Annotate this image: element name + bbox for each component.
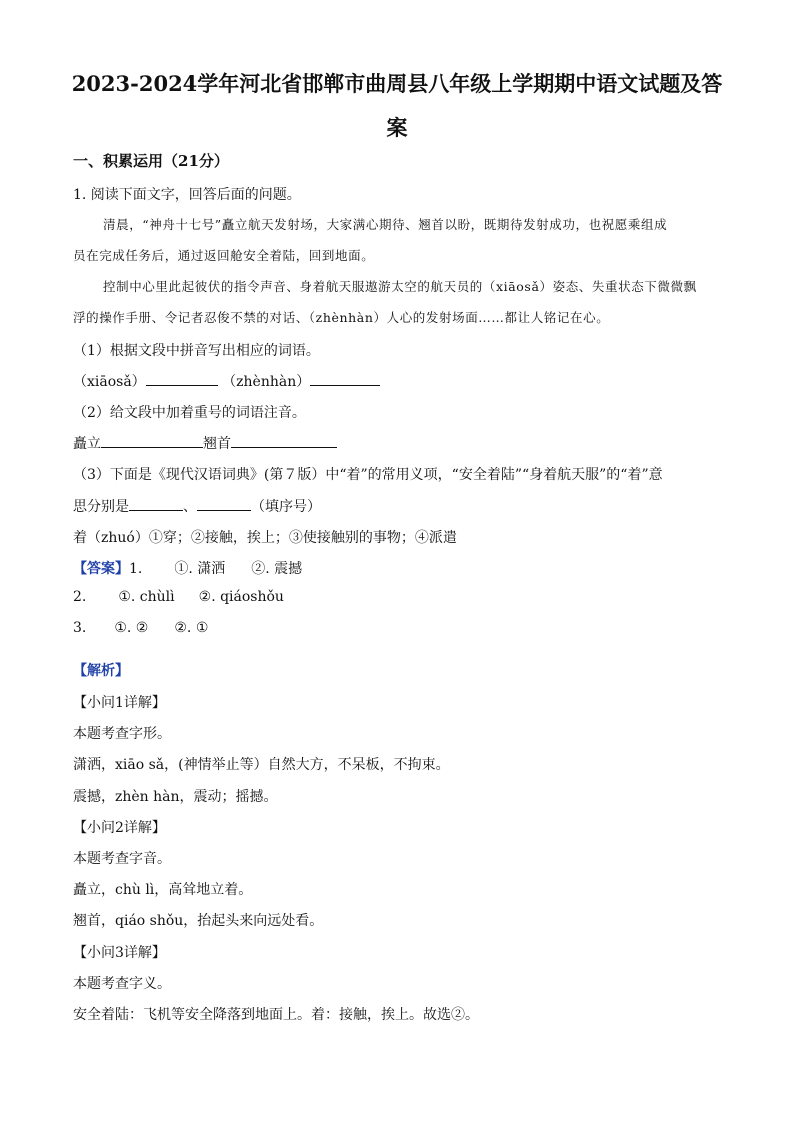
document-title-line1: 2023-2024学年河北省邯郸市曲周县八年级上学期期中语文试题及答 [71,71,723,96]
answer-blank-a[interactable] [146,373,218,386]
answer-item: ①. ② [114,620,149,636]
section-heading: 一、积累运用（21分） [73,152,229,170]
passage-paragraph1-line2: 员在完成任务后，通过返回舱安全着陆，回到地面。 [73,248,375,263]
subquestion-1-blanks [73,371,380,391]
answer-row-3 [73,620,208,636]
answer-tag: 【答案】 [73,561,129,577]
pinyin-a: （xiāosǎ） [73,374,146,390]
answer-blank-b[interactable] [310,373,380,386]
separator: 、 [183,499,197,515]
passage-paragraph2-line2: 浮的操作手册、令记者忍俊不禁的对话、（zhènhàn）人心的发射场面……都让人铭记在心。 [73,310,610,325]
detail-text: 潇洒，xiāo sǎ，(神情举止等）自然大方，不呆板，不拘束。 [73,757,450,773]
detail-text: 安全着陆：飞机等安全降落到地面上。着：接触，挨上。故选②。 [73,1007,479,1023]
detail-heading-1: 【小问1详解】 [73,695,166,711]
document-title-line2: 案 [386,115,408,140]
answer-number: 3. [73,620,87,636]
subquestion-3-line2 [73,496,321,516]
subquestion-2-blanks [73,433,337,453]
word-b: 翘首 [203,436,231,452]
detail-text: 翘首，qiáo shǒu，抬起头来向远处看。 [73,913,324,929]
answer-item: ②. qiáoshǒu [198,589,284,605]
answer-row-2 [73,589,284,605]
answer-blank-d[interactable] [231,435,337,448]
detail-text: 本题考查字义。 [73,976,171,992]
subquestion-2: （2）给文段中加着重号的词语注音。 [73,405,306,421]
subquestion-3-suffix: （填序号） [251,499,321,515]
detail-heading-3: 【小问3详解】 [73,945,166,961]
word-a: 矗立 [73,436,101,452]
detail-text: 本题考查字音。 [73,851,171,867]
passage-paragraph2-line1: 控制中心里此起彼伏的指令声音、身着航天服遨游太空的航天员的（xiāosǎ）姿态、失重状态下微微飘 [103,279,697,294]
answer-blank-c[interactable] [101,435,203,448]
subquestion-3-prefix: 思分别是 [73,499,129,515]
answer-blank-f[interactable] [197,498,251,511]
answer-blank-e[interactable] [129,498,183,511]
detail-text: 震撼，zhèn hàn，震动；摇撼。 [73,789,278,805]
detail-text: 矗立，chù lì，高耸地立着。 [73,882,253,898]
question-intro: 1. 阅读下面文字，回答后面的问题。 [73,187,301,203]
subquestion-3-line1: （3）下面是《现代汉语词典》(第７版）中“着”的常用义项，“安全着陆”“身着航天服”的“着”意 [73,467,663,483]
subquestion-1: （1）根据文段中拼音写出相应的词语。 [73,343,320,359]
answer-item: ②. 震撼 [251,561,303,577]
dictionary-definition: 着（zhuó）①穿；②接触，挨上；③使接触别的事物；④派遣 [73,530,457,546]
pinyin-b: （zhènhàn） [222,374,311,390]
answer-item: ①. chùlì [118,589,175,605]
answer-item: ②. ① [174,620,209,636]
analysis-tag: 【解析】 [73,663,129,679]
detail-heading-2: 【小问2详解】 [73,820,166,836]
answer-row-1 [73,558,302,578]
answer-number: 2. [73,589,87,605]
detail-text: 本题考查字形。 [73,726,171,742]
answer-item: ①. 潇洒 [174,561,226,577]
passage-paragraph1-line1: 清晨，“神舟十七号”矗立航天发射场，大家满心期待、翘首以盼，既期待发射成功，也祝愿乘组成 [103,217,668,232]
answer-number: 1. [129,561,143,577]
